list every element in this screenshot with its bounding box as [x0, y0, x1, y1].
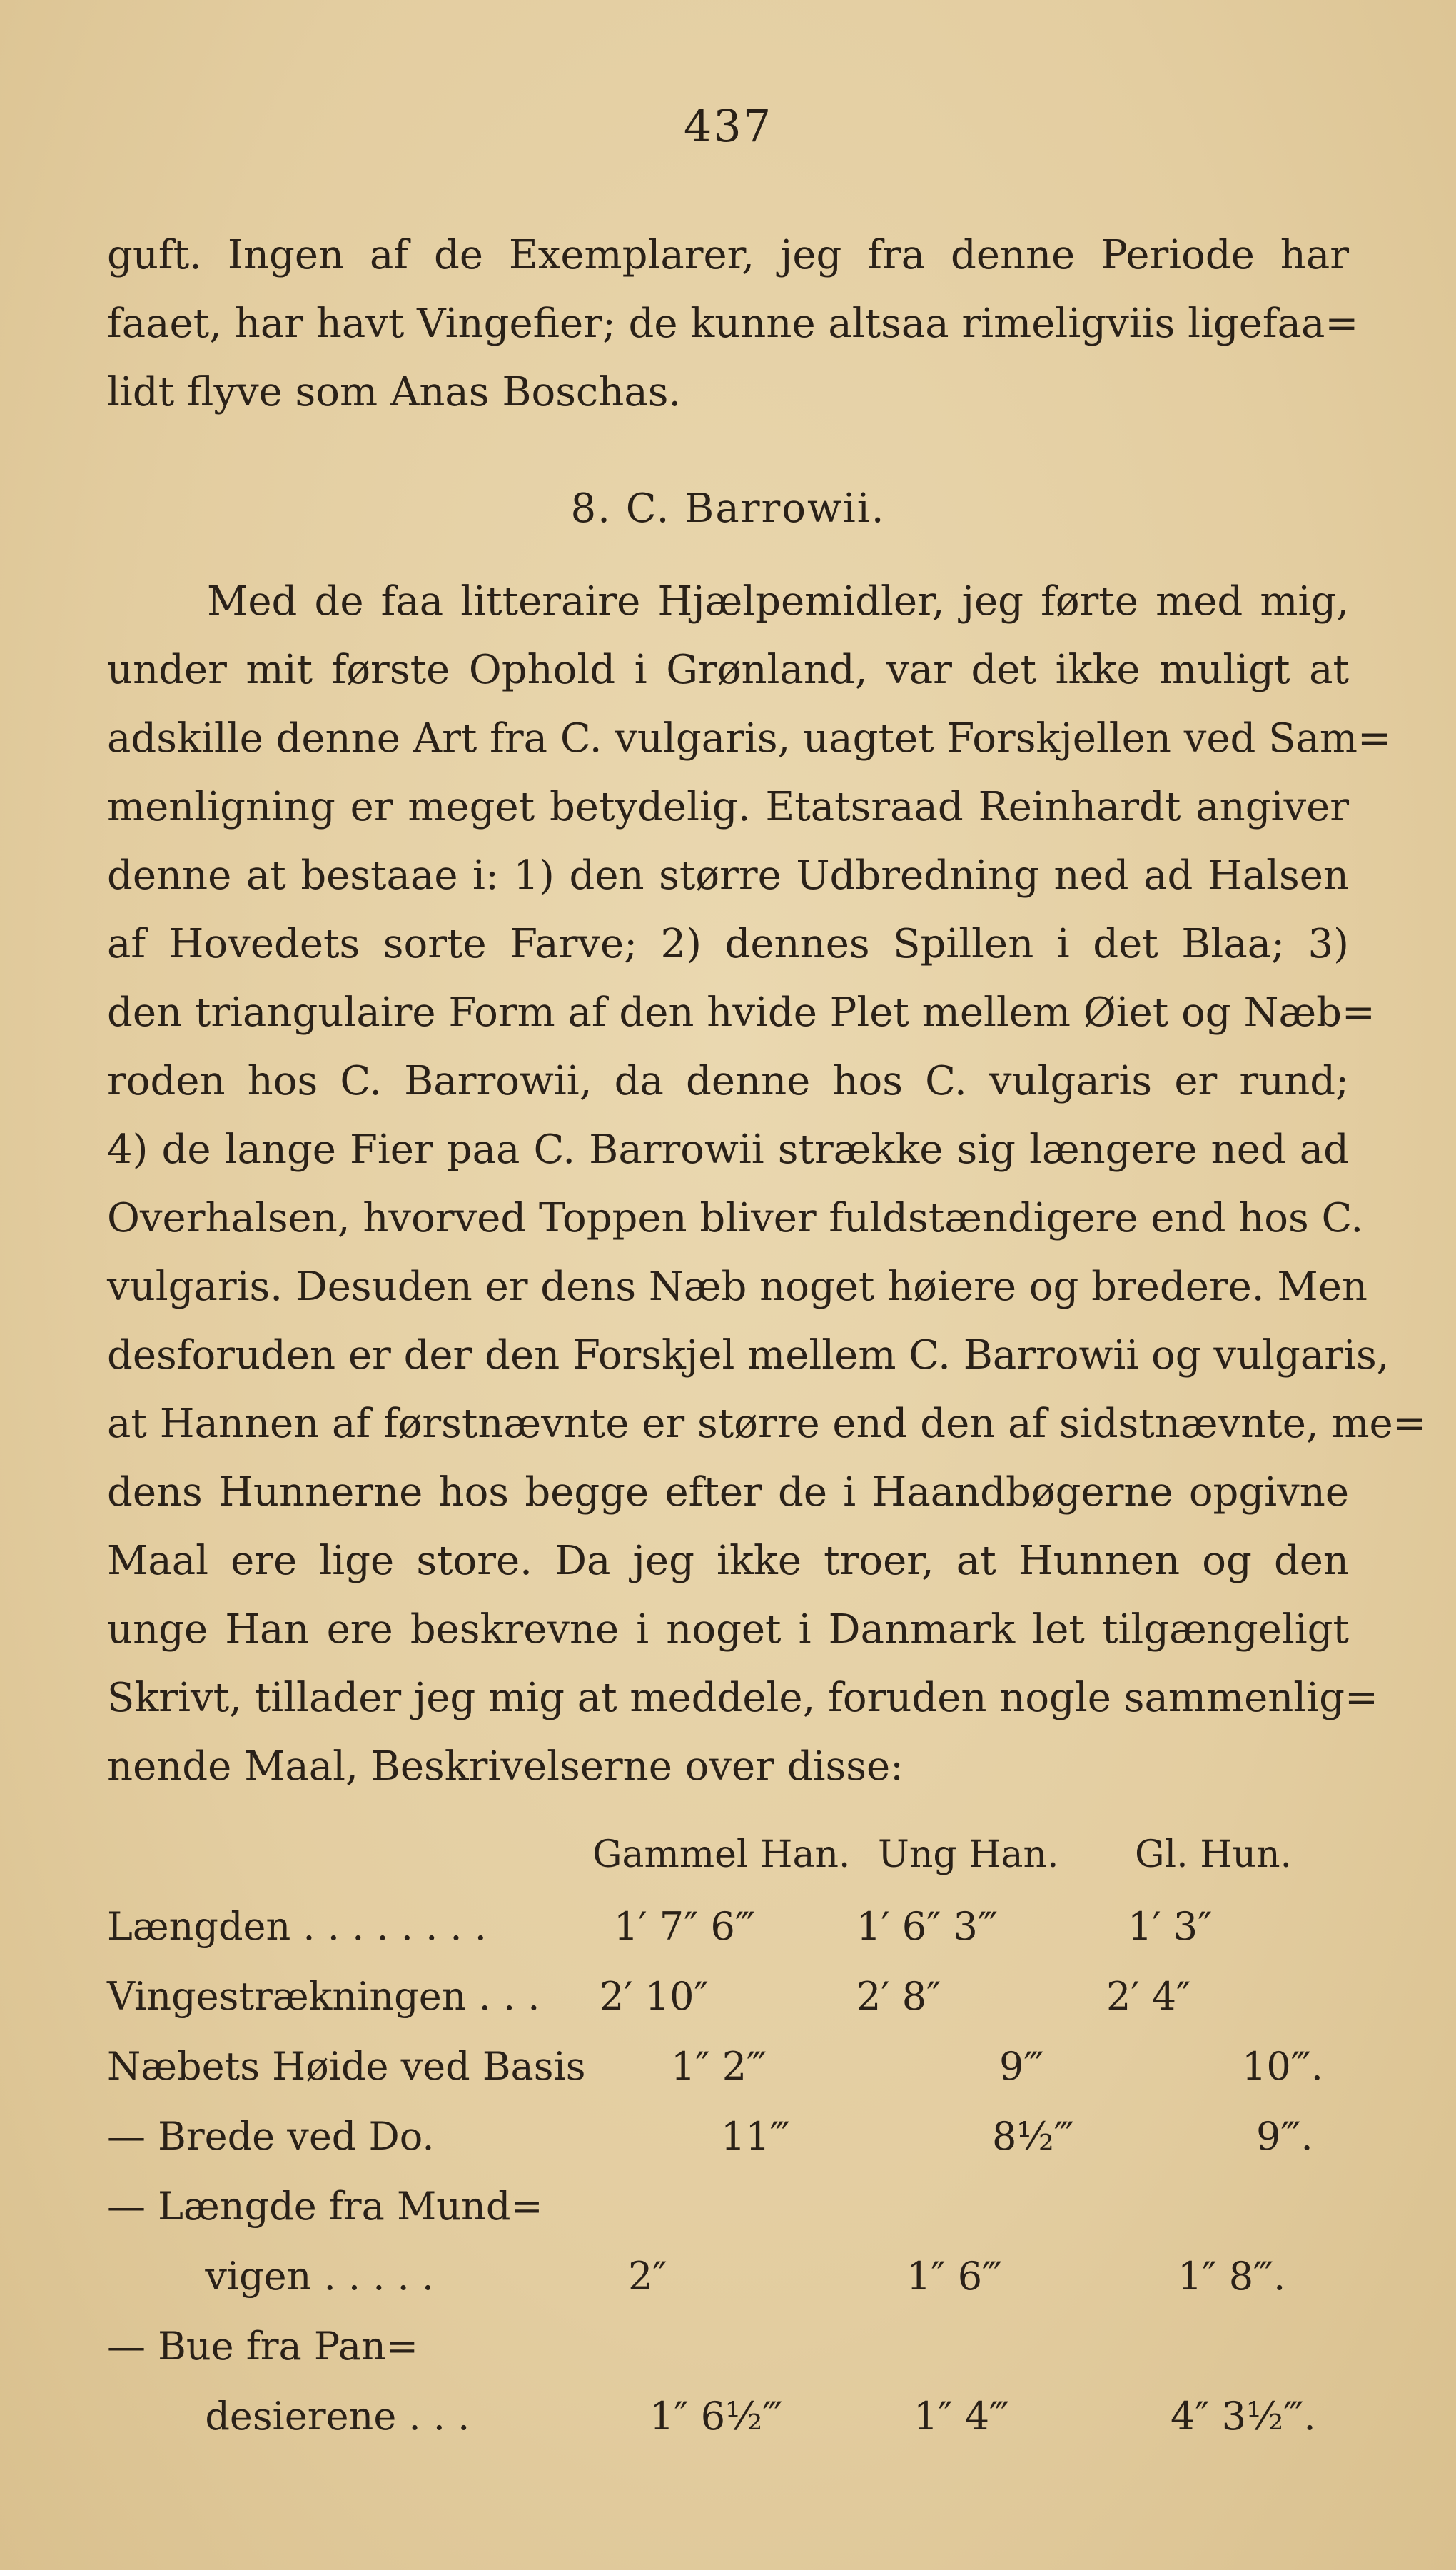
table-cell: 2′ 8″: [856, 1974, 941, 2019]
column-header-old-male: Gammel Han.: [592, 1833, 851, 1876]
table-row: [107, 2382, 1349, 2451]
table-row: [107, 2102, 1349, 2172]
row-label: Vingestrækningen . . .: [107, 1974, 540, 2019]
table-cell: 1″ 6½‴: [649, 2394, 783, 2439]
row-label: vigen . . . . .: [107, 2254, 435, 2299]
table-cell: 2′ 10″: [600, 1974, 709, 2019]
table-row: [107, 2032, 1349, 2102]
column-header-young-male: Ung Han.: [878, 1833, 1059, 1876]
column-header-old-female: Gl. Hun.: [1135, 1833, 1293, 1876]
table-cell: 11‴: [721, 2114, 790, 2159]
text-line: Overhalsen, hvorved Toppen bliver fuldstændigere end hos C.: [107, 1195, 1364, 1241]
row-label: desierene . . .: [107, 2394, 470, 2439]
text-line: unge Han ere beskrevne i noget i Danmark let tilgængeligt: [107, 1606, 1349, 1653]
table-cell: 1′ 3″: [1128, 1904, 1213, 1949]
table-row: [107, 1962, 1349, 2032]
row-label: — Længde fra Mund=: [107, 2184, 543, 2229]
table-row: [107, 2312, 1349, 2382]
text-line: vulgaris. Desuden er dens Næb noget høiere og bredere. Men: [107, 1264, 1367, 1310]
text-line: at Hannen af førstnævnte er større end den af sidstnævnte, me=: [107, 1401, 1427, 1447]
table-row: [107, 1892, 1349, 1962]
table-cell: 1″ 4‴: [914, 2394, 1010, 2439]
table-row: [107, 2242, 1349, 2312]
text-line: adskille denne Art fra C. vulgaris, uagtet Forskjellen ved Sam=: [107, 715, 1391, 762]
text-line: desforuden er der den Forskjel mellem C. Barrowii og vulgaris,: [107, 1332, 1390, 1379]
text-line: den triangulaire Form af den hvide Plet mellem Øiet og Næb=: [107, 989, 1375, 1036]
table-cell: 4″ 3½‴.: [1171, 2394, 1316, 2439]
table-cell: 10‴.: [1242, 2044, 1323, 2089]
text-line: denne at bestaae i: 1) den større Udbredning ned ad Halsen: [107, 852, 1349, 899]
text-line: af Hovedets sorte Farve; 2) dennes Spillen i det Blaa; 3): [107, 921, 1349, 967]
text-line: faaet, har havt Vingefier; de kunne altsaa rimeligviis ligefaa=: [107, 301, 1359, 347]
section-heading: 8. C. Barrowii.: [570, 485, 886, 532]
text-line: under mit første Ophold i Grønland, var det ikke muligt at: [107, 647, 1349, 693]
text-line: menligning er meget betydelig. Etatsraad Reinhardt angiver: [107, 784, 1349, 830]
text-line: Med de faa litteraire Hjælpemidler, jeg førte med mig,: [207, 578, 1349, 625]
text-line: dens Hunnerne hos begge efter de i Haandbøgerne opgivne: [107, 1469, 1349, 1516]
table-cell: 8½‴: [992, 2114, 1074, 2159]
text-line: Skrivt, tillader jeg mig at meddele, foruden nogle sammenlig=: [107, 1675, 1378, 1721]
text-line: 4) de lange Fier paa C. Barrowii strække sig længere ned ad: [107, 1127, 1349, 1173]
row-label: Længden . . . . . . . .: [107, 1904, 487, 1949]
table-row: [107, 2172, 1349, 2242]
text-line: guft. Ingen af de Exemplarer, jeg fra denne Periode har: [107, 232, 1349, 278]
text-line: lidt flyve som Anas Boschas.: [107, 369, 682, 415]
page-number: 437: [683, 100, 773, 152]
row-label: — Brede ved Do.: [107, 2114, 435, 2159]
table-cell: 2″: [628, 2254, 667, 2299]
text-line: roden hos C. Barrowii, da denne hos C. vulgaris er rund;: [107, 1058, 1349, 1104]
text-line: nende Maal, Beskrivelserne over disse:: [107, 1743, 904, 1790]
table-cell: 9‴: [999, 2044, 1044, 2089]
table-cell: 1″ 2‴: [671, 2044, 767, 2089]
table-cell: 1″ 8‴.: [1178, 2254, 1286, 2299]
text-line: Maal ere lige store. Da jeg ikke troer, at Hunnen og den: [107, 1538, 1349, 1584]
row-label: Næbets Høide ved Basis: [107, 2044, 586, 2089]
table-cell: 1′ 7″ 6‴: [614, 1904, 755, 1949]
table-cell: 2′ 4″: [1106, 1974, 1191, 2019]
table-cell: 1″ 6‴: [906, 2254, 1003, 2299]
table-cell: 9‴.: [1256, 2114, 1313, 2159]
table-cell: 1′ 6″ 3‴: [856, 1904, 998, 1949]
row-label: — Bue fra Pan=: [107, 2324, 419, 2369]
